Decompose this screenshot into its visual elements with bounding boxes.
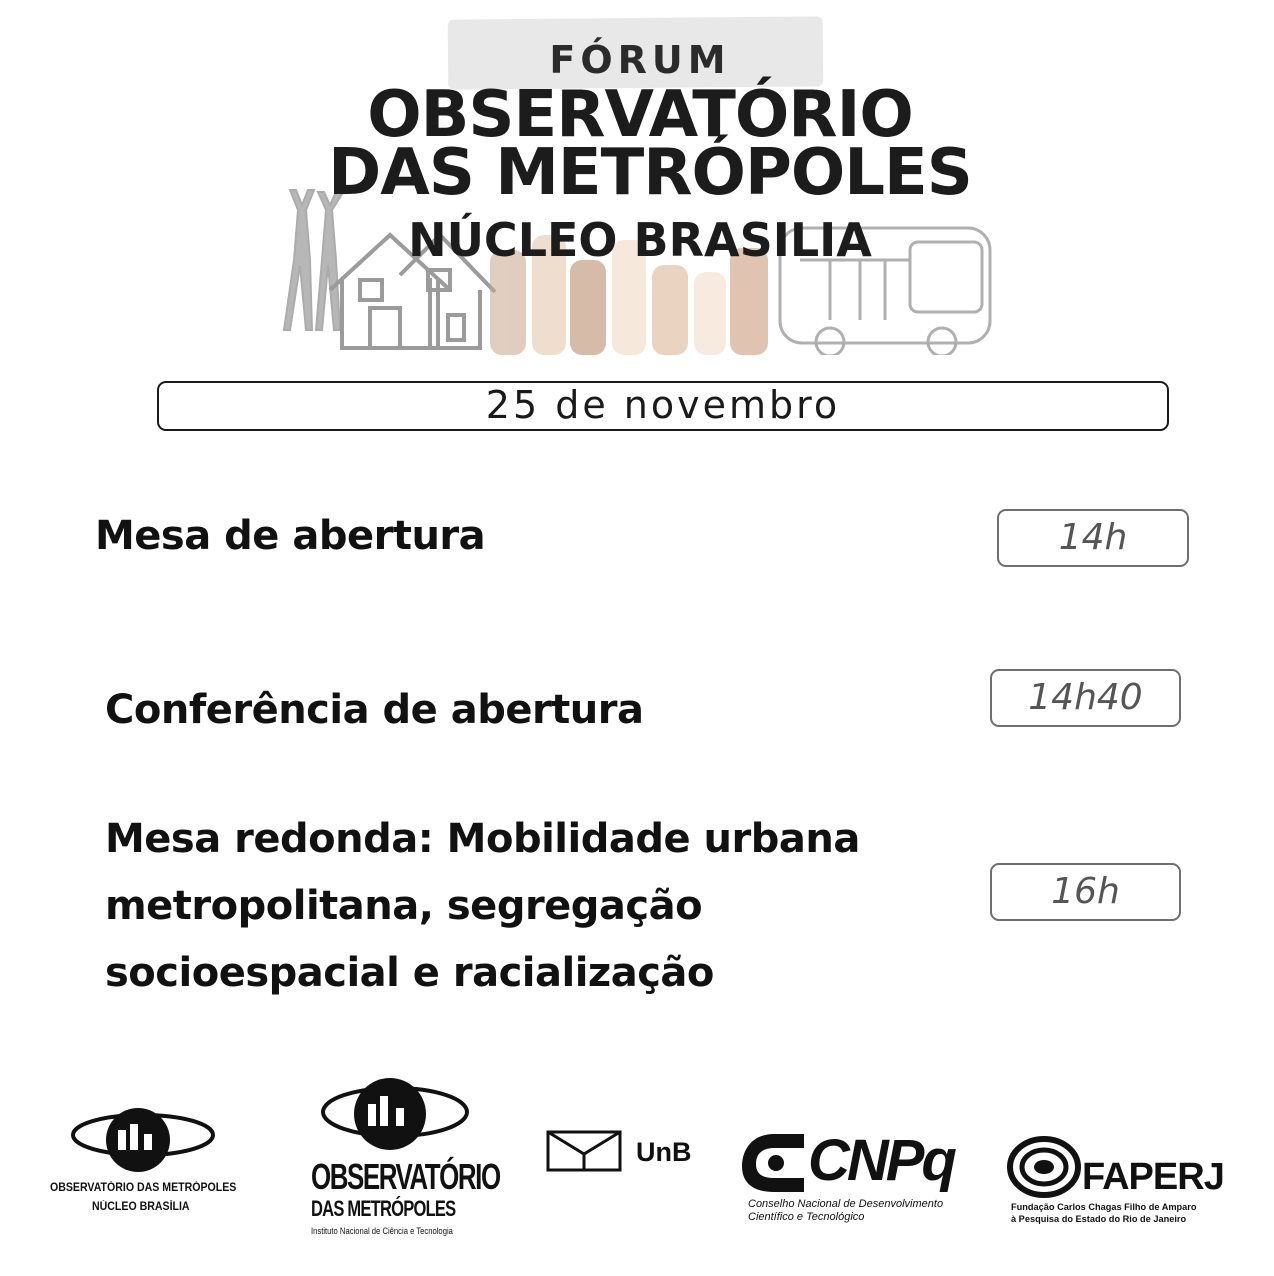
title-line-2: DAS METRÓPOLES — [328, 136, 972, 210]
logo1-line1: OBSERVATÓRIO DAS METRÓPOLES — [50, 1182, 237, 1194]
title-line-3: NÚCLEO BRASILIA — [408, 213, 872, 267]
faperj-icon — [1006, 1133, 1086, 1199]
cnpq-line1: Conselho Nacional de Desenvolvimento — [748, 1198, 944, 1210]
faperj-logo-text: FAPERJ — [1082, 1156, 1224, 1198]
event-header — [270, 10, 1010, 350]
event-date: 25 de novembro — [485, 383, 841, 427]
agenda-item-time: 14h40 — [990, 669, 1181, 727]
logo2-name: OBSERVATÓRIO — [311, 1156, 500, 1197]
agenda-item-time: 16h — [990, 863, 1181, 921]
forum-label: FÓRUM — [549, 38, 731, 82]
agenda-item-title: Mesa de abertura — [95, 513, 486, 559]
agenda-item-title: Mesa redonda: Mobilidade urbana metropolitana, segregação socioespacial e racialização — [105, 816, 860, 996]
cnpq-logo-text: CNPq — [808, 1128, 954, 1193]
logo2-sub: DAS METRÓPOLES — [311, 1196, 456, 1221]
faperj-line2: à Pesquisa do Estado do Rio de Janeiro — [1011, 1214, 1187, 1225]
cnpq-line2: Científico e Tecnológico — [748, 1211, 865, 1223]
faperj-line1: Fundação Carlos Chagas Filho de Amparo — [1011, 1202, 1197, 1213]
logo2-tagline: Instituto Nacional de Ciência e Tecnologia — [311, 1226, 453, 1236]
title-line-1: OBSERVATÓRIO — [367, 78, 913, 152]
logo1-line2: NÚCLEO BRASÍLIA — [92, 1201, 190, 1213]
agenda-item-title: Conferência de abertura — [105, 687, 644, 733]
cnpq-icon — [738, 1130, 810, 1196]
unb-logo-text: UnB — [636, 1137, 692, 1167]
unb-envelope-icon — [546, 1130, 622, 1172]
date-banner — [157, 381, 1169, 431]
agenda-item-time: 14h — [997, 509, 1189, 567]
